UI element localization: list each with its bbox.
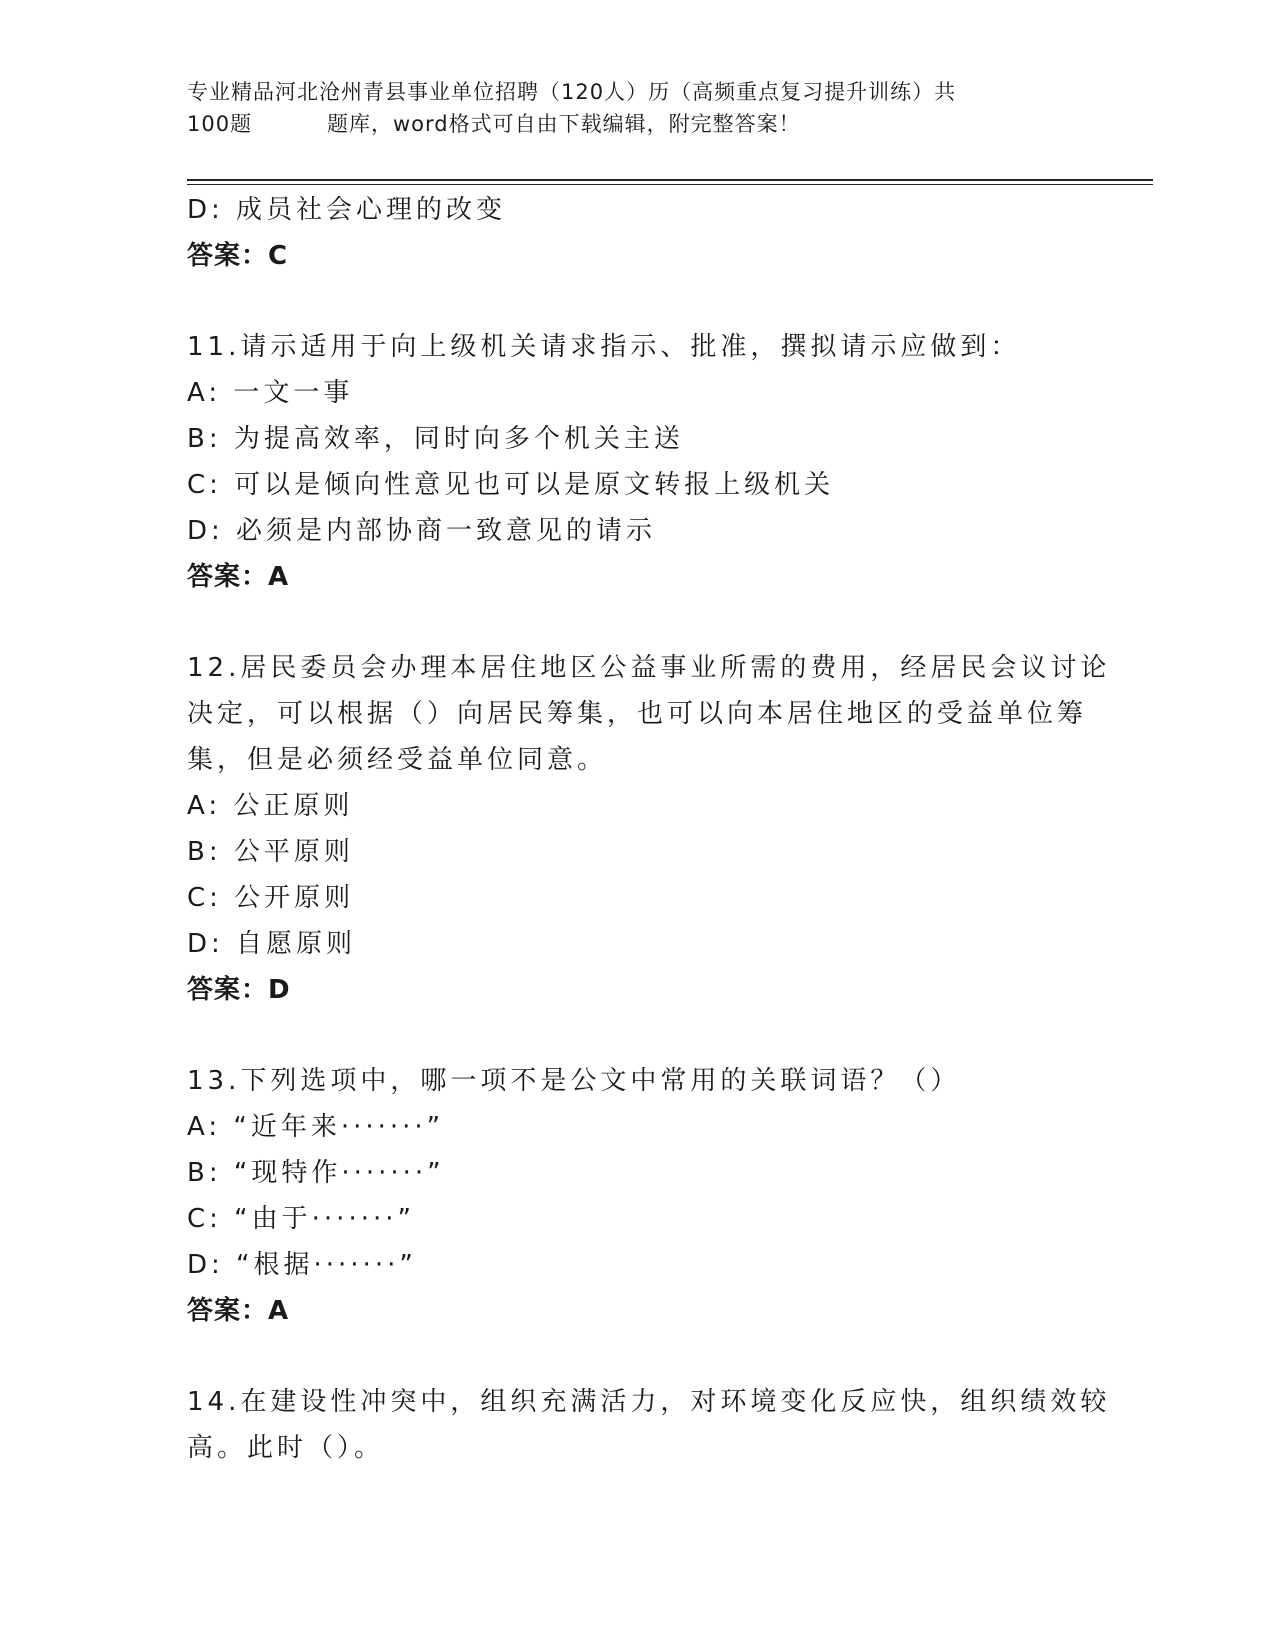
answer [187, 1288, 1087, 1334]
header-line-2 [187, 108, 1067, 140]
carry-option-d: D: 成员社会心理的改变 [187, 195, 507, 225]
answer-label: 答案： [187, 975, 269, 1005]
header-line-2-prefix: 100题 [187, 112, 253, 136]
document-body [187, 187, 1111, 1471]
option-c: C: “由于·······” [187, 1204, 415, 1234]
header-divider-thick [187, 179, 1153, 181]
option-c: C: 公开原则 [187, 883, 355, 913]
header-line-1: 专业精品河北沧州青县事业单位招聘（120人）历（高频重点复习提升训练）共 [187, 80, 957, 104]
question-text-line-2: 高。此时（）。 [187, 1433, 385, 1463]
option-a: A: 一文一事 [187, 378, 354, 408]
question-text-line-2: 决定，可以根据（）向居民筹集，也可以向本居住地区的受益单位筹 [187, 699, 1088, 729]
question-14 [187, 1379, 1111, 1471]
answer-value: D [268, 975, 291, 1005]
answer-value: C [268, 241, 289, 271]
header-line-2-rest: 题库，word格式可自由下载编辑，附完整答案！ [327, 112, 801, 136]
answer [187, 967, 1087, 1013]
question-12 [187, 645, 1111, 1013]
option-c: C: 可以是倾向性意见也可以是原文转报上级机关 [187, 470, 835, 500]
option-a: A: “近年来·······” [187, 1112, 445, 1142]
option-d: D: 自愿原则 [187, 929, 357, 959]
question-text-line-1: 12.居民委员会办理本居住地区公益事业所需的费用，经居民会议讨论 [187, 653, 1111, 683]
carry-answer [187, 233, 1087, 279]
option-b: B: “现特作·······” [187, 1158, 445, 1188]
option-a: A: 公正原则 [187, 791, 354, 821]
answer-value: A [268, 1296, 290, 1326]
option-d: D: 必须是内部协商一致意见的请示 [187, 516, 657, 546]
answer [187, 554, 1087, 600]
document-header [187, 76, 1067, 140]
answer-label: 答案： [187, 241, 269, 271]
answer-label: 答案： [187, 1296, 269, 1326]
option-d: D: “根据·······” [187, 1250, 417, 1280]
option-b: B: 公平原则 [187, 837, 354, 867]
answer-label: 答案： [187, 562, 269, 592]
option-b: B: 为提高效率，同时向多个机关主送 [187, 424, 684, 454]
question-13 [187, 1058, 1087, 1334]
question-text-line-3: 集，但是必须经受益单位同意。 [187, 745, 608, 775]
question-text: 11.请示适用于向上级机关请求指示、批准，撰拟请示应做到： [187, 332, 1021, 362]
header-divider-thin [187, 184, 1153, 185]
answer-value: A [268, 562, 290, 592]
question-text-line-1: 14.在建设性冲突中，组织充满活力，对环境变化反应快，组织绩效较 [187, 1387, 1111, 1417]
question-text: 13.下列选项中，哪一项不是公文中常用的关联词语？（） [187, 1066, 961, 1096]
question-11 [187, 324, 1087, 600]
